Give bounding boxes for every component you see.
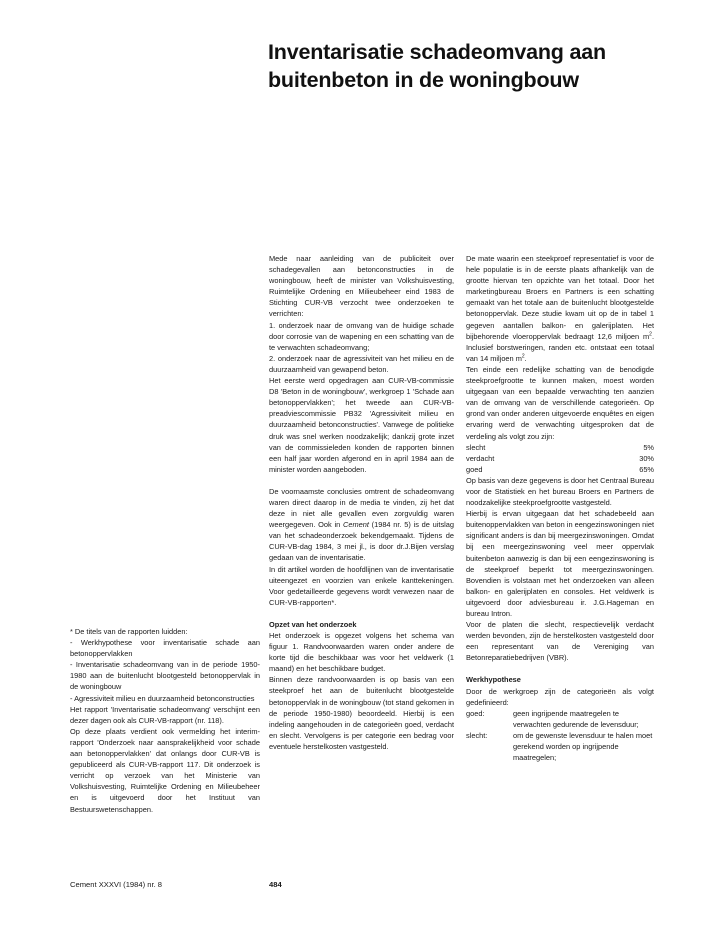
definition-text: om de gewenste levensduur te halen moet gerekend worden op ingrijpende maatregelen; <box>513 730 653 763</box>
text-run: De voornaamste conclusies omtrent de schadeomvang waren direct daarop in de media te vinden, zij het dat deze in niet alle gevallen even zorgvuldig waren weergegeven. Ook in <box>269 486 454 530</box>
definition-term: goed: <box>466 708 485 718</box>
definition-text: geen ingrijpende maatregelen te verwachten gedurende de levensduur; <box>513 708 639 729</box>
distribution-value: 65% <box>639 464 654 474</box>
distribution-label: verdacht <box>466 453 495 463</box>
distribution-row <box>466 453 654 464</box>
distribution-value: 5% <box>643 442 654 452</box>
paragraph: Voor de platen die slecht, respectievelijk verdacht werden bevonden, zijn de herstelkosten vastgesteld door een representant van de Vereniging van Betonreparatiebedrijven (VBR). <box>466 620 654 663</box>
footnote-line: Het rapport 'Inventarisatie schadeomvang' verschijnt een dezer dagen ook als CUR-VB-rapport (nr. 118). <box>70 704 260 725</box>
superscript: 2 <box>649 331 652 338</box>
section-heading: Werkhypothese <box>466 675 521 685</box>
paragraph <box>269 486 454 564</box>
paragraph: 2. onderzoek naar de agressiviteit van het milieu en de duurzaamheid van gewapend beton. <box>269 353 454 374</box>
body-column-1 <box>269 253 454 752</box>
paragraph: Op basis van deze gegevens is door het Centraal Bureau voor de Statistiek en het bureau Broers en Partners de noodzakelijke steekproefgrootte vastgesteld. <box>466 475 654 508</box>
footnote-line: - Agressiviteit milieu en duurzaamheid betonconstructies <box>70 693 255 703</box>
paragraph: In dit artikel worden de hoofdlijnen van de inventarisatie uiteengezet en voorzien van enkele kanttekeningen. Voor gedetailleerde gegevens wordt verwezen naar de CUR-VB-rapporten*. <box>269 564 454 607</box>
paragraph: Mede naar aanleiding van de publiciteit over schadegevallen aan betonconstructies in de woningbouw, heeft de minister van Volkshuisvesting, Ruimtelijke Ordening en Milieubeheer eind 1983 de Stichting CUR-VB verzocht twee onderzoeken te verrichten: <box>269 254 454 319</box>
footnote-line: - Werkhypothese voor inventarisatie schade aan betonoppervlakken <box>70 638 260 659</box>
distribution-row <box>466 442 654 453</box>
superscript: 2 <box>521 353 525 360</box>
text-run: De mate waarin een steekproef representatief is voor de hele populatie is in de eerste plaats afhankelijk van de grootte hiervan ten opzichte van het totaal. Door het marketingbureau Broers en Partners is een schatting gemaakt van het totale aan de buitenlucht blootgestelde betonoppervlak. Deze studie kwam uit op de in tabel 1 gegeven aantallen balkon- en galerijplaten. Het bijbehorende vloeroppervlak bedraagt 12,6 miljoen m <box>466 254 654 341</box>
paragraph <box>466 253 654 364</box>
paragraph: Door de werkgroep zijn de categorieën als volgt gedefinieerd: <box>466 686 654 707</box>
footnote-line: - Inventarisatie schadeomvang van in de periode 1950-1980 aan de buitenlucht blootgesteld betonoppervlak in de woningbouw <box>70 660 260 692</box>
distribution-label: slecht <box>466 442 486 452</box>
text-run: (1984 nr. 5) is de uitslag van het schadeonderzoek bekendgemaakt. Tijdens de CUR-VB-dag 1984, 3 mei jl., is door dr.J.Bijen verslag gedaan van de inventarisatie. <box>269 520 454 563</box>
text-run: . <box>524 353 527 363</box>
footnote-line: Op deze plaats verdient ook vermelding het interim-rapport 'Onderzoek naar aansprakelijkheid voor schade aan betonoppervlakken' dat onlangs door CUR-VB is gepubliceerd als CUR-VB-rapport 117. Dit onderzoek is verricht op verzoek van het Ministerie van Volkshuisvesting, Ruimtelijke Ordening en Milieubeheer en is uitgevoerd door het Instituut van Bestuurswetenschappen. <box>70 726 260 814</box>
paragraph: Het onderzoek is opgezet volgens het schema van figuur 1. Randvoorwaarden waren onder andere de korte tijd die beschikbaar was voor het veldwerk (1 maand) en het beschikbare budget. <box>269 631 454 674</box>
footnote <box>70 626 260 815</box>
journal-citation: Cement XXXVI (1984) nr. 8 <box>70 880 163 889</box>
definition-term: slecht: <box>466 730 488 740</box>
paragraph: Hierbij is ervan uitgegaan dat het schadebeeld aan buitenoppervlakken van beton in eengezinswoningen niet significant anders is dan bij meergezinswoningen. Omdat bij een meergezinswoning veel meer oppervlak buitenbeton aanwezig is dan bij een eengezinswoning is de steekproef beperkt tot meergezinswoningen. Bovendien is volstaan met het onderzoeken van alleen balkon- en galerijplaten en consoles. Het veldwerk is uitgevoerd door adviesbureau ir. J.G.Hageman en bureau Intron. <box>466 509 654 618</box>
text-run: . Inclusief borstweringen, randen etc. ontstaat een totaal van 14 miljoen m <box>466 331 654 363</box>
definition-item <box>466 730 654 763</box>
page-number: 484 <box>269 880 282 889</box>
definition-item <box>466 708 654 730</box>
journal-name-emphasis: Cement <box>343 520 369 530</box>
body-column-2 <box>466 253 654 763</box>
distribution-value: 30% <box>639 453 654 463</box>
paragraph: Ten einde een redelijke schatting van de benodigde steekproefgrootte te kunnen maken, moest worden uitgegaan van een bepaalde verwachting ten aanzien van de omvang van de verschillende categorieën. Op grond van onder anderen uitgevoerde enquêtes en eigen ervaring werd de verwachting uitgesproken dat de verdeling als volgt zou zijn: <box>466 364 654 441</box>
section-heading: Opzet van het onderzoek <box>269 619 357 629</box>
article-title: Inventarisatie schadeomvang aan buitenbeton in de woningbouw <box>268 40 606 92</box>
paragraph: Het eerste werd opgedragen aan CUR-VB-commissie D8 'Beton in de woningbouw', werkgroep 1 'Schade aan betonoppervlakken'; het tweede aan CUR-VB-preadviescommissie PB32 'Agressiviteit milieu en duurzaamheid betonconstructies'. Vanwege de politieke druk was snel werken noodzakelijk; dankzij grote inzet van de commissieleden konden de rapporten binnen een half jaar worden afgerond en in april 1984 aan de minister worden aangeboden. <box>269 376 454 474</box>
paragraph: Binnen deze randvoorwaarden is op basis van een steekproef het aan de buitenlucht blootgestelde betonoppervlak in de woningbouw (tot stand gekomen in de periode 1950-1980) beoordeeld. Hierbij is een indeling aangehouden in de categorieën goed, verdacht en slecht. Vervolgens is per categorie een bedrag voor eventuele herstelkosten vastgesteld. <box>269 675 454 751</box>
distribution-row <box>466 464 654 475</box>
footnote-line: * De titels van de rapporten luidden: <box>70 627 188 636</box>
paragraph: 1. onderzoek naar de omvang van de huidige schade door corrosie van de wapening en een schatting van de te verwachten schadeomvang; <box>269 320 454 352</box>
distribution-label: goed <box>466 464 483 474</box>
